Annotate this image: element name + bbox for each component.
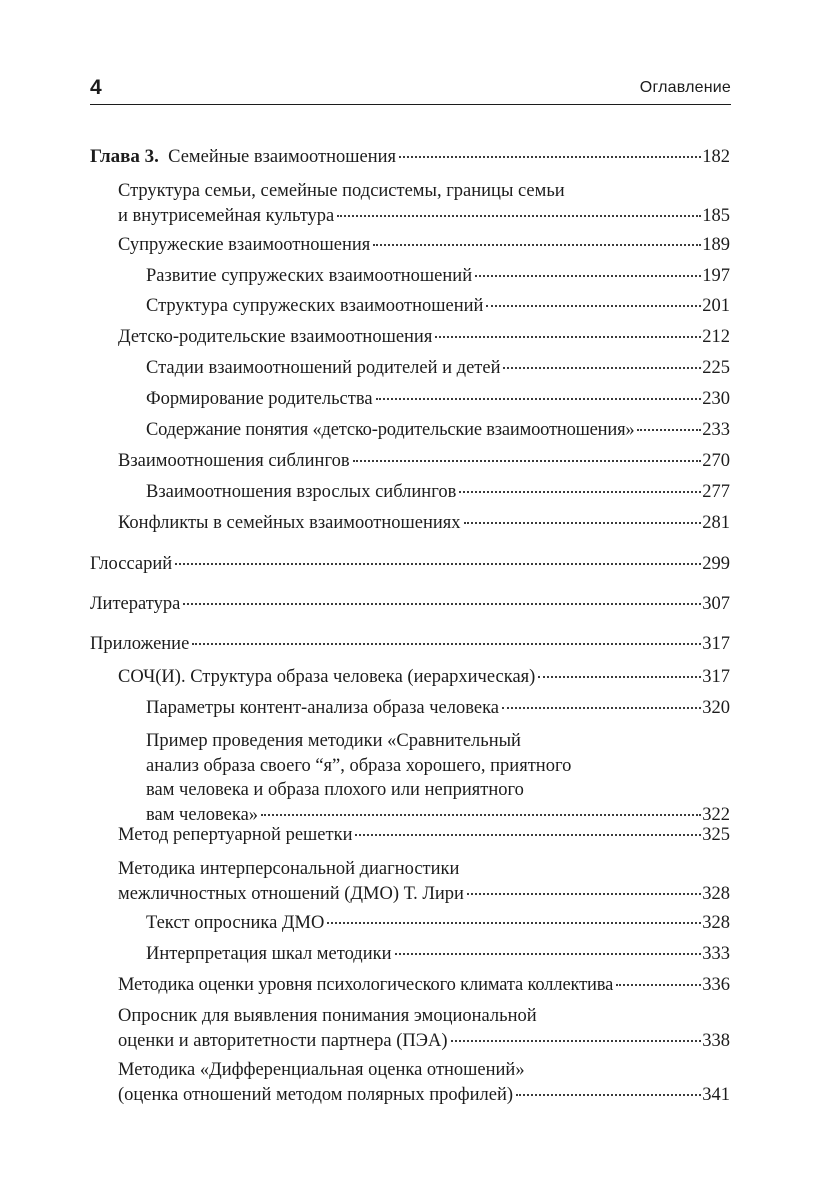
toc-entry-chapter-3[interactable] bbox=[90, 145, 730, 170]
toc-entry-text-line: Глоссарий bbox=[90, 554, 173, 574]
toc-page-number: 328 bbox=[702, 883, 730, 904]
toc-page-number: 320 bbox=[702, 698, 730, 718]
toc-entry-method-example[interactable] bbox=[146, 729, 730, 827]
dot-leader bbox=[464, 522, 702, 524]
toc-entry-text-line: оценки и авторитетности партнера (ПЭА) bbox=[118, 1030, 448, 1051]
toc-entry-text-line: Пример проведения методики «Сравнительный bbox=[146, 731, 521, 751]
toc-entry-appendix[interactable] bbox=[90, 632, 730, 657]
toc-entry-text-line: Литература bbox=[90, 594, 181, 614]
toc-entry-text-line: анализ образа своего “я”, образа хорошего, приятного bbox=[146, 755, 572, 776]
toc-entry-text-line: Детско-родительские взаимоотношения bbox=[118, 327, 433, 347]
dot-leader bbox=[261, 814, 701, 816]
toc-entry-text-line: Методика «Дифференциальная оценка отношений» bbox=[118, 1060, 525, 1080]
toc-entry-text-line: Опросник для выявления понимания эмоциональной bbox=[118, 1006, 537, 1026]
dot-leader bbox=[516, 1094, 701, 1096]
dot-leader bbox=[175, 563, 701, 565]
toc-page-number: 325 bbox=[702, 825, 730, 845]
toc-entry-text-line: (оценка отношений методом полярных профилей) bbox=[118, 1084, 514, 1105]
toc-page-number: 189 bbox=[702, 235, 730, 255]
dot-leader bbox=[373, 244, 701, 246]
dot-leader bbox=[395, 953, 702, 955]
dot-leader bbox=[451, 1040, 702, 1042]
toc-page-number: 230 bbox=[702, 389, 730, 409]
toc-entry-spousal-development[interactable] bbox=[146, 264, 730, 289]
toc-page-number: 225 bbox=[702, 358, 730, 378]
toc-entry-text-line: Взаимоотношения сиблингов bbox=[118, 451, 350, 471]
toc-entry-scale-interpretation[interactable] bbox=[146, 942, 730, 967]
toc-page-number: 336 bbox=[702, 975, 730, 995]
toc-entry-glossary[interactable] bbox=[90, 552, 730, 577]
chapter-page-number: 182 bbox=[702, 147, 730, 167]
toc-entry-text-line: Развитие супружеских взаимоотношений bbox=[146, 266, 473, 286]
toc-entry-text-line: межличностных отношений (ДМО) Т. Лири bbox=[118, 883, 464, 904]
dot-leader bbox=[538, 676, 701, 678]
toc-page-number: 281 bbox=[702, 513, 730, 533]
toc-page-number: 338 bbox=[702, 1030, 730, 1051]
toc-entry-text-line: Взаимоотношения взрослых сиблингов bbox=[146, 482, 457, 502]
toc-entry-text-line: Интерпретация шкал методики bbox=[146, 944, 392, 964]
toc-entry-parent-stages[interactable] bbox=[146, 356, 730, 381]
toc-entry-text-line: вам человека» bbox=[146, 804, 259, 825]
toc-entry-siblings[interactable] bbox=[118, 449, 730, 474]
toc-entry-adult-siblings[interactable] bbox=[146, 480, 730, 505]
toc-entry-soch[interactable] bbox=[118, 665, 730, 690]
dot-leader bbox=[355, 834, 701, 836]
dot-leader bbox=[327, 922, 701, 924]
toc-page-number: 197 bbox=[702, 266, 730, 286]
dot-leader bbox=[486, 305, 701, 307]
toc-entry-content-analysis[interactable] bbox=[146, 696, 730, 721]
toc-page-number: 233 bbox=[702, 420, 730, 440]
toc-entry-text-line: Формирование родительства bbox=[146, 389, 373, 409]
toc-entry-dmo-text[interactable] bbox=[146, 911, 730, 936]
dot-leader bbox=[475, 275, 701, 277]
page-number: 4 bbox=[90, 76, 102, 99]
chapter-label: Глава 3. bbox=[90, 146, 159, 167]
dot-leader bbox=[502, 707, 701, 709]
dot-leader bbox=[183, 603, 701, 605]
toc-entry-pea-questionnaire[interactable] bbox=[118, 1004, 730, 1053]
toc-page-number: 270 bbox=[702, 451, 730, 471]
toc-entry-text-line: Структура супружеских взаимоотношений bbox=[146, 296, 484, 316]
toc-entry-differential-assessment[interactable] bbox=[118, 1058, 730, 1107]
toc-entry-spousal-structure[interactable] bbox=[146, 294, 730, 319]
toc-entry-text-line: Структура семьи, семейные подсистемы, границы семьи bbox=[118, 181, 565, 201]
toc-page-number: 277 bbox=[702, 482, 730, 502]
toc-page-number: 299 bbox=[702, 554, 730, 574]
toc-entry-text-line: Конфликты в семейных взаимоотношениях bbox=[118, 513, 461, 533]
toc-page-number: 328 bbox=[702, 913, 730, 933]
dot-leader bbox=[353, 460, 702, 462]
toc-entry-text-line: и внутрисемейная культура bbox=[118, 205, 335, 226]
toc-page-number: 307 bbox=[702, 594, 730, 614]
toc-entry-text-line: Стадии взаимоотношений родителей и детей bbox=[146, 358, 501, 378]
toc-entry-child-parent[interactable] bbox=[118, 325, 730, 350]
toc-page-number: 341 bbox=[702, 1084, 730, 1105]
dot-leader bbox=[376, 398, 702, 400]
dot-leader bbox=[637, 429, 701, 431]
toc-entry-text-line: Методика оценки уровня психологического климата коллектива bbox=[118, 975, 614, 995]
toc-page-number: 317 bbox=[702, 667, 730, 687]
toc-entry-concept-content[interactable] bbox=[146, 418, 730, 443]
dot-leader bbox=[459, 491, 701, 493]
dot-leader bbox=[435, 336, 701, 338]
toc-entry-spousal-relations[interactable] bbox=[118, 233, 730, 258]
toc-entry-text-line: Метод репертуарной решетки bbox=[118, 825, 353, 845]
toc-entry-text-line: Методика интерперсональной диагностики bbox=[118, 859, 460, 879]
toc-entry-leary-method[interactable] bbox=[118, 857, 730, 906]
toc-entry-repertory-grid[interactable] bbox=[118, 823, 730, 848]
toc-entry-family-conflicts[interactable] bbox=[118, 511, 730, 536]
toc-entry-parenthood[interactable] bbox=[146, 387, 730, 412]
running-title: Оглавление bbox=[639, 79, 731, 96]
toc-page-number: 201 bbox=[702, 296, 730, 316]
dot-leader bbox=[192, 643, 701, 645]
dot-leader bbox=[503, 367, 701, 369]
toc-entry-text-line: Текст опросника ДМО bbox=[146, 913, 325, 933]
dot-leader bbox=[399, 156, 701, 158]
dot-leader bbox=[616, 984, 701, 986]
toc-entry-climate[interactable] bbox=[118, 973, 730, 998]
toc-page-number: 317 bbox=[702, 634, 730, 654]
toc-entry-text-line: СОЧ(И). Структура образа человека (иерархическая) bbox=[118, 667, 536, 687]
toc-page-number: 322 bbox=[702, 804, 730, 825]
toc-entry-text-line: Параметры контент-анализа образа человека bbox=[146, 698, 499, 718]
toc-entry-text-line: Содержание понятия «детско-родительские взаимоотношения» bbox=[146, 420, 635, 440]
toc-entry-text-line: Супружеские взаимоотношения bbox=[118, 235, 371, 255]
toc-entry-family-structure[interactable] bbox=[118, 179, 730, 228]
dot-leader bbox=[467, 893, 701, 895]
toc-page-number: 333 bbox=[702, 944, 730, 964]
toc-page-number: 212 bbox=[702, 327, 730, 347]
toc-entry-literature[interactable] bbox=[90, 592, 730, 617]
toc-page-number: 185 bbox=[702, 205, 730, 226]
dot-leader bbox=[337, 215, 701, 217]
toc-entry-text-line: вам человека и образа плохого или неприятного bbox=[146, 780, 524, 800]
chapter-title: Семейные взаимоотношения bbox=[168, 147, 397, 167]
toc-entry-text-line: Приложение bbox=[90, 634, 190, 654]
